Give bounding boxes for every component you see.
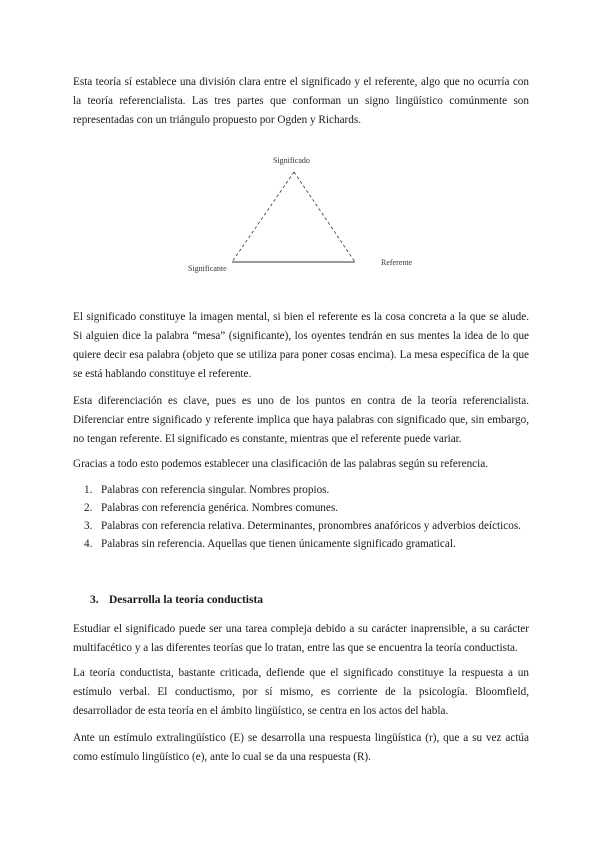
section-heading (90, 591, 263, 610)
list-item: 2. Palabras con referencia genérica. Nombres comunes. (84, 502, 339, 514)
triangle-edge-left (232, 172, 294, 262)
paragraph-intro: Esta teoría sí establece una división clara entre el significado y el referente, algo que no ocurría con la teoría referencialista. Las tres partes que conforman un signo lingüístico comúnmente son representadas con un triángulo propuesto por Ogden y Richards. (73, 76, 529, 126)
label-significado: Significado (273, 156, 310, 165)
paragraph-diferenciacion: Esta diferenciación es clave, pues es uno de los puntos en contra de la teoría referencialista. Diferenciar entre significado y referente implica que haya palabras con significado que, sin embargo, no tengan referente. El significado es constante, mientras que el referente puede variar. (73, 395, 529, 445)
reference-classification-list (73, 481, 533, 553)
section-number: 3. (90, 594, 99, 606)
triangle-edge-right (294, 172, 355, 262)
list-item: 3. Palabras con referencia relativa. Determinantes, pronombres anafóricos y adverbios deícticos. (84, 520, 521, 532)
label-referente: Referente (381, 258, 413, 267)
paragraph-estudiar: Estudiar el significado puede ser una tarea compleja debido a su carácter inaprensible, a su carácter multifacético y a las diferentes teorías que lo tratan, entre las que se encuentra la teoría conductista. (73, 623, 529, 654)
list-item: 1. Palabras con referencia singular. Nombres propios. (84, 484, 330, 496)
semiotic-triangle-diagram (180, 152, 430, 280)
paragraph-significado: El significado constituye la imagen mental, si bien el referente es la cosa concreta a la que se alude. Si alguien dice la palabra “mesa” (significante), los oyentes tendrán en sus mentes la idea de lo que quiere decir esa palabra (objeto que se utiliza para poner cosas encima). La mesa específica de la que se está hablando constituye el referente. (73, 311, 529, 380)
list-item: 4. Palabras sin referencia. Aquellas que tienen únicamente significado gramatical. (84, 538, 456, 550)
section-title: Desarrolla la teoría conductista (109, 594, 264, 606)
label-significante: Significante (188, 264, 227, 273)
paragraph-estimulo: Ante un estímulo extralingüístico (E) se desarrolla una respuesta lingüística (r), que a su vez actúa como estímulo lingüístico (e), ante lo cual se da una respuesta (R). (73, 732, 529, 763)
paragraph-clasificacion: Gracias a todo esto podemos establecer una clasificación de las palabras según su referencia. (73, 458, 489, 470)
paragraph-conductista: La teoría conductista, bastante criticada, defiende que el significado constituye la respuesta a un estímulo verbal. El conductismo, por sí mismo, es corriente de la psicología. Bloomfield, desarrollador de esta teoría en el ámbito lingüístico, se centra en los actos del habla. (73, 667, 529, 717)
